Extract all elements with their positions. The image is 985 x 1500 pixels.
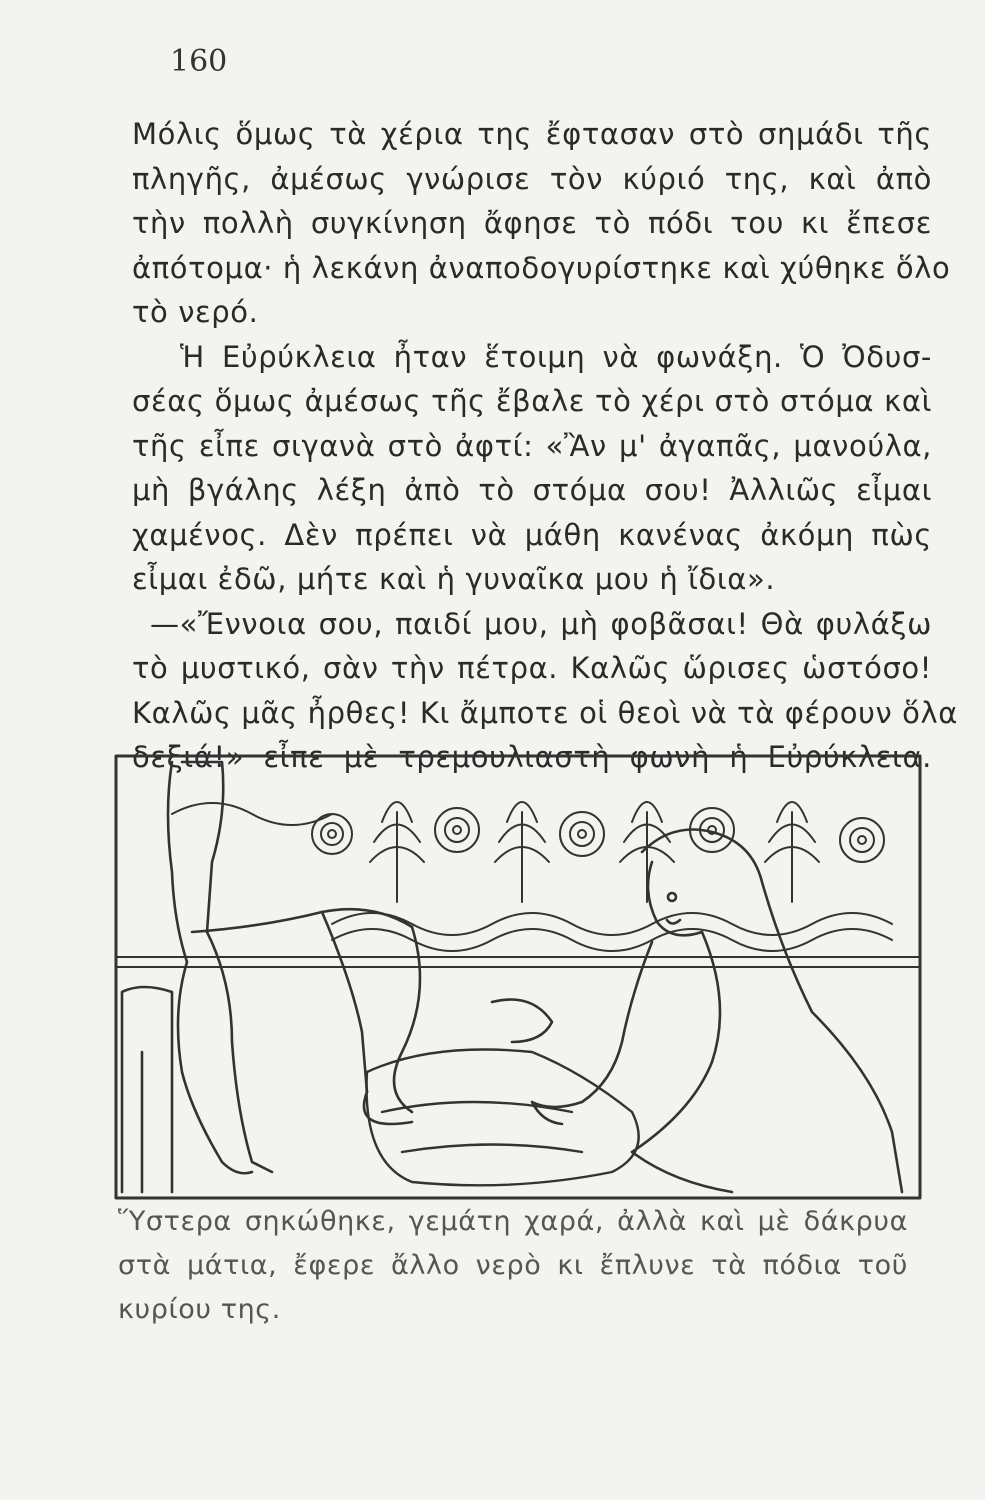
text-line: πληγῆς, ἀμέσως γνώρισε τὸν κύριό της, καὶ ἀπὸ bbox=[132, 161, 932, 196]
text-line: τὸ μυστικό, σὰν τὴν πέτρα. Καλῶς ὥρισες ὡστόσο! bbox=[132, 651, 932, 685]
body-text bbox=[132, 112, 958, 780]
text-line: ἀπότομα· ἡ λεκάνη ἀναποδογυρίστηκε καὶ χύθηκε ὅλο bbox=[132, 250, 951, 285]
basin bbox=[367, 1050, 639, 1186]
caption-line: στὰ μάτια, ἔφερε ἄλλο νερὸ κι ἔπλυνε τὰ πόδια τοῦ bbox=[118, 1250, 908, 1281]
illustration-frame bbox=[116, 756, 920, 1198]
text-line: —«Ἔννοια σου, παιδί μου, μὴ φοβᾶσαι! Θὰ φυλάξω bbox=[150, 606, 932, 641]
frieze-decoration bbox=[116, 802, 920, 967]
text-line: Μόλις ὅμως τὰ χέρια της ἔφτασαν στὸ σημάδι τῆς bbox=[132, 117, 932, 151]
seated-figure bbox=[122, 762, 420, 1192]
text-line: τὴν πολλὴ συγκίνηση ἄφησε τὸ πόδι του κι ἔπεσε bbox=[132, 206, 932, 240]
text-line: εἶμαι ἐδῶ, μήτε καὶ ἡ γυναῖκα μου ἡ ἴδια». bbox=[132, 562, 776, 596]
page-number: 160 bbox=[170, 44, 228, 79]
text-line: δεξιά!» εἶπε μὲ τρεμουλιαστὴ φωνὴ ἡ Εὐρύκλεια. bbox=[132, 740, 932, 774]
text-line: μὴ βγάλης λέξη ἀπὸ τὸ στόμα σου! Ἀλλιῶς εἶμαι bbox=[132, 473, 932, 507]
illustration bbox=[112, 752, 924, 1202]
text-line: τῆς εἶπε σιγανὰ στὸ ἀφτί: «Ἂν μ' ἀγαπᾶς, μανούλα, bbox=[132, 428, 932, 463]
illustration-caption bbox=[118, 1200, 908, 1332]
text-line: τὸ νερό. bbox=[132, 295, 259, 329]
caption-line: κυρίου της. bbox=[118, 1294, 281, 1325]
text-line: χαμένος. Δὲν πρέπει νὰ μάθη κανένας ἀκόμη πὼς bbox=[132, 517, 932, 552]
text-line: Καλῶς μᾶς ἦρθες! Κι ἄμποτε οἱ θεοὶ νὰ τὰ φέρουν ὅλα bbox=[132, 695, 958, 730]
text-line: σέας ὅμως ἀμέσως τῆς ἔβαλε τὸ χέρι στὸ στόμα καὶ bbox=[132, 384, 932, 418]
text-line: Ἡ Εὐρύκλεια ἦταν ἕτοιμη νὰ φωνάξη. Ὁ Ὀδυσ- bbox=[180, 339, 932, 374]
caption-line: Ὕστερα σηκώθηκε, γεμάτη χαρά, ἀλλὰ καὶ μὲ δάκρυα bbox=[118, 1206, 908, 1237]
eurykleia-figure bbox=[492, 830, 902, 1193]
